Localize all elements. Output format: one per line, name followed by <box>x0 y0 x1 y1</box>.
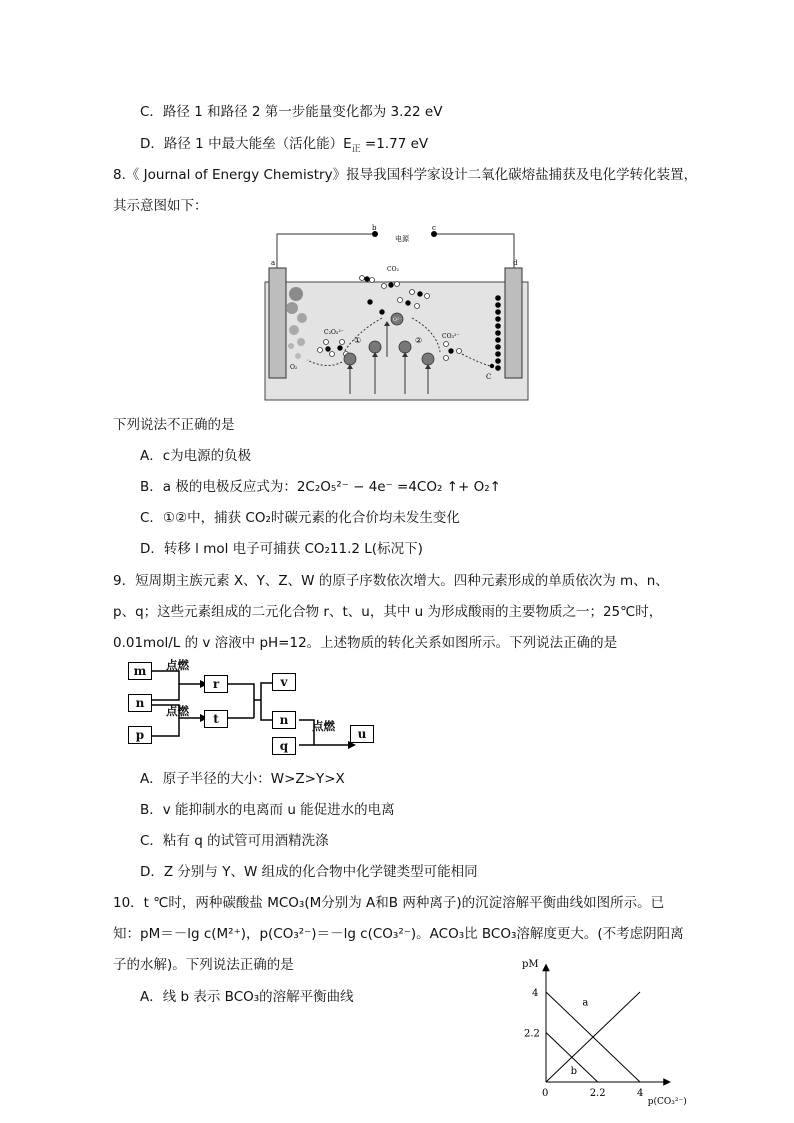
q8-option-c: C．①②中，捕获 CO₂时碳元素的化合价均未发生变化 <box>140 510 460 526</box>
o-ion-center: O²⁻ <box>393 317 402 323</box>
q10-stem-line3: 子的水解)。下列说法正确的是 <box>113 957 294 973</box>
node-q: q <box>272 737 296 755</box>
q9-option-d: D．Z 分别与 Y、W 组成的化合物中化学键类型可能相同 <box>140 864 478 880</box>
x-axis-arrow <box>664 1079 670 1085</box>
electrolysis-diagram <box>262 222 532 404</box>
flow-lines <box>124 660 384 760</box>
q9-stem-line2: p、q；这些元素组成的二元化合物 r、t、u，其中 u 为形成酸雨的主要物质之一；25℃时， <box>113 604 663 620</box>
y-axis-arrow <box>543 965 549 971</box>
label-b: b <box>372 224 377 232</box>
ignite-label-1: 点燃 <box>166 658 189 672</box>
co2-label: CO₂ <box>387 266 399 273</box>
q7-option-d <box>140 135 428 153</box>
y-tick-label-2.2: 2.2 <box>524 1028 540 1040</box>
q9-stem-line1: 9．短周期主族元素 X、Y、Z、W 的原子序数依次增大。四种元素形成的单质依次为 m、n、 <box>113 573 669 589</box>
node-m: m <box>128 662 152 680</box>
q10-option-a: A．线 b 表示 BCO₃的溶解平衡曲线 <box>140 989 354 1005</box>
q7-option-d-text: D．路径 1 中最大能垒（活化能）E <box>140 136 352 152</box>
q10-stem-line2: 知：pM＝－lg c(M²⁺)，p(CO₃²⁻)＝－lg c(CO₃²⁻)。ACO₃比 BCO₃溶解度更大。(不考虑阴阳离 <box>113 926 684 942</box>
node-p: p <box>128 726 152 744</box>
ignite-label-3: 点燃 <box>312 719 335 733</box>
x-tick-label-0: 0 <box>542 1088 549 1099</box>
label-d: d <box>513 259 518 267</box>
node-v: v <box>272 673 296 691</box>
x-tick-label-2.2: 2.2 <box>589 1088 606 1099</box>
label-a: a <box>271 259 276 267</box>
q7-option-c: C．路径 1 和路径 2 第一步能量变化都为 3.22 eV <box>140 104 443 120</box>
q9-option-c: C．粘有 q 的试管可用酒精洗涤 <box>140 833 329 849</box>
y-tick-label-4: 4 <box>532 988 539 999</box>
node-u: u <box>350 725 374 743</box>
q10-stem-line1: 10．t ℃时，两种碳酸盐 MCO₃(M分别为 A和B 两种离子)的沉淀溶解平衡曲线如图所示。已 <box>113 895 665 911</box>
q8-option-a: A．c为电源的负极 <box>140 448 252 464</box>
q7-option-d-sub: 正 <box>351 144 361 155</box>
q8-option-b: B．a 极的电极反应式为：2C₂O₅²⁻ − 4e⁻ =4CO₂ ↑+ O₂↑ <box>140 479 501 495</box>
series-label-a: a <box>582 997 589 1009</box>
node-n: n <box>128 694 152 712</box>
flow-diagram <box>124 660 384 760</box>
q9-stem-line3: 0.01mol/L 的 v 溶液中 pH=12。上述物质的转化关系如图所示。下列说法正确的是 <box>113 635 618 651</box>
step-1-marker: ① <box>354 336 362 345</box>
q8-ask: 下列说法不正确的是 <box>113 417 235 433</box>
series-label-b: b <box>570 1066 578 1078</box>
x-axis-label: p(CO₃²⁻) <box>647 1097 687 1107</box>
q9-option-a: A．原子半径的大小：W>Z>Y>X <box>140 771 345 787</box>
q8-stem-line2: 其示意图如下： <box>113 198 208 214</box>
c2o5-label: C₂O₅²⁻ <box>324 329 344 336</box>
q9-option-b: B．v 能抑制水的电离而 u 能促进水的电离 <box>140 802 395 818</box>
q8-option-d: D．转移 l mol 电子可捕获 CO₂11.2 L(标况下) <box>140 541 423 557</box>
q8-stem-line1: 8.《 Journal of Energy Chemistry》报导我国科学家设计二氧化碳熔盐捕获及电化学转化装置， <box>113 167 698 183</box>
power-source-label: 电源 <box>395 235 409 243</box>
node-n2: n <box>272 711 296 729</box>
label-c: c <box>432 224 436 232</box>
x-tick-label-4: 4 <box>637 1088 644 1099</box>
co3-label: CO₃²⁻ <box>442 333 460 340</box>
carbon-label: C <box>486 373 492 381</box>
ignite-label-2: 点燃 <box>166 704 189 718</box>
node-r: r <box>204 675 228 693</box>
y-axis-label: pM <box>522 958 539 970</box>
solubility-chart <box>512 950 712 1110</box>
q7-option-d-value: =1.77 eV <box>360 136 429 152</box>
o2-label: O₂ <box>290 364 298 371</box>
node-t: t <box>204 710 228 728</box>
step-2-marker: ② <box>415 336 423 345</box>
